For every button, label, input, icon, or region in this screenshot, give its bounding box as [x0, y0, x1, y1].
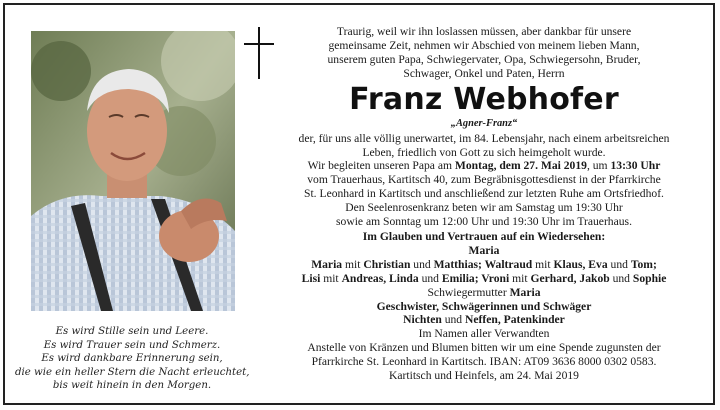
place-date: Kartitsch und Heinfels, am 24. Mai 2019 — [389, 369, 579, 383]
mourner-segment: mit — [320, 271, 342, 285]
mourner-segment: mit — [509, 271, 531, 285]
rosary-line: Den Seelenrosenkranz beten wir am Samstag um 19:30 Uhr — [345, 201, 623, 215]
passing-line: der, für uns alle völlig unerwartet, im 84. Lebensjahr, nach einem arbeitsreichen — [298, 131, 670, 145]
intro-line: gemeinsame Zeit, nehmen wir Abschied von meinem lieben Mann, — [328, 38, 640, 52]
intro-line: Schwager, Onkel und Paten, Herrn — [403, 66, 565, 80]
mourner-segment: Neffen, Patenkinder — [465, 313, 565, 327]
funeral-text: , um — [586, 159, 611, 173]
mourners-heading-text: Im Glauben und Vertrauen auf ein Wiedersehen: — [362, 229, 606, 243]
rosary-line: sowie am Sonntag um 12:00 Uhr und 19:30 Uhr im Trauerhaus. — [336, 215, 632, 229]
mourners-line — [267, 286, 701, 300]
mourner-segment: mit — [342, 257, 364, 271]
mourner-segment: und — [609, 271, 633, 285]
mourner-segment: Lisi — [301, 271, 321, 285]
mourner-segment: und — [418, 271, 442, 285]
deceased-name: Franz Webhofer — [349, 81, 619, 117]
intro-line: unserem guten Papa, Schwiegervater, Opa, Schwiegersohn, Bruder, — [327, 52, 641, 66]
mourner-segment: Gerhard, Jakob — [530, 271, 610, 285]
donation-line: Pfarrkirche St. Leonhard in Kartitsch. IBAN: AT09 3636 8000 0302 0583. — [311, 355, 657, 369]
mourner-segment: und — [607, 257, 631, 271]
mourner-wife-name: Maria — [468, 243, 500, 257]
mourner-segment: und — [410, 257, 434, 271]
mourner-segment: Nichten — [403, 313, 442, 327]
mourners-line: Im Namen aller Verwandten — [418, 327, 550, 341]
poem-line: Es wird Trauer sein und Schmerz. — [43, 339, 221, 351]
funeral-time: 13:30 Uhr — [610, 159, 661, 173]
obituary-text — [267, 25, 701, 383]
mourner-segment: Andreas, Linda — [341, 271, 419, 285]
intro-line: Traurig, weil wir ihn loslassen müssen, aber dankbar für unsere — [336, 25, 632, 38]
funeral-text: Wir begleiten unseren Papa am — [307, 159, 455, 173]
poem-line: Es wird Stille sein und Leere. — [55, 326, 209, 337]
mourner-segment: Maria — [509, 285, 541, 299]
deceased-nickname: „Agner-Franz“ — [450, 117, 518, 129]
mourner-segment: Schwiegermutter — [427, 285, 510, 299]
mourner-segment: Sophie — [632, 271, 667, 285]
mourners-line — [267, 313, 701, 327]
portrait-photo — [31, 31, 235, 311]
mourner-segment: Christian — [363, 257, 411, 271]
mourners-line — [267, 258, 701, 272]
mourner-segment: Maria — [311, 257, 343, 271]
mourner-segment: und — [441, 313, 465, 327]
donation-line: Anstelle von Kränzen und Blumen bitten wir um eine Spende zugunsten der — [307, 341, 661, 355]
mourner-segment: mit — [532, 257, 554, 271]
funeral-line: vom Trauerhaus, Kartitsch 40, zum Begräbnisgottesdienst in der Pfarrkirche — [307, 173, 661, 187]
funeral-date: Montag, dem 27. Mai 2019 — [454, 159, 587, 173]
mourners-line — [267, 272, 701, 286]
mourner-wife — [267, 244, 701, 258]
mourner-segment: Klaus, Eva — [553, 257, 608, 271]
mourner-segment: Tom; — [630, 257, 657, 271]
memorial-poem — [15, 325, 249, 393]
funeral-line: St. Leonhard in Kartitsch und anschließend zur letzten Ruhe am Ortsfriedhof. — [304, 187, 664, 201]
poem-line: Es wird dankbare Erinnerung sein, — [41, 353, 223, 365]
obituary-frame — [3, 3, 715, 405]
mourners-heading — [267, 230, 701, 244]
poem-line: bis weit hinein in den Morgen. — [52, 380, 212, 392]
mourners-line — [267, 300, 701, 314]
mourners-siblings: Geschwister, Schwägerinnen und Schwäger — [376, 299, 592, 313]
mourner-segment: Matthias; Waltraud — [433, 257, 533, 271]
passing-line: Leben, friedlich von Gott zu sich heimgeholt wurde. — [362, 145, 606, 159]
poem-line: die wie ein heller Stern die Nacht erleuchtet, — [15, 366, 250, 378]
mourner-segment: Emilia; Vroni — [441, 271, 510, 285]
funeral-line — [267, 159, 701, 173]
